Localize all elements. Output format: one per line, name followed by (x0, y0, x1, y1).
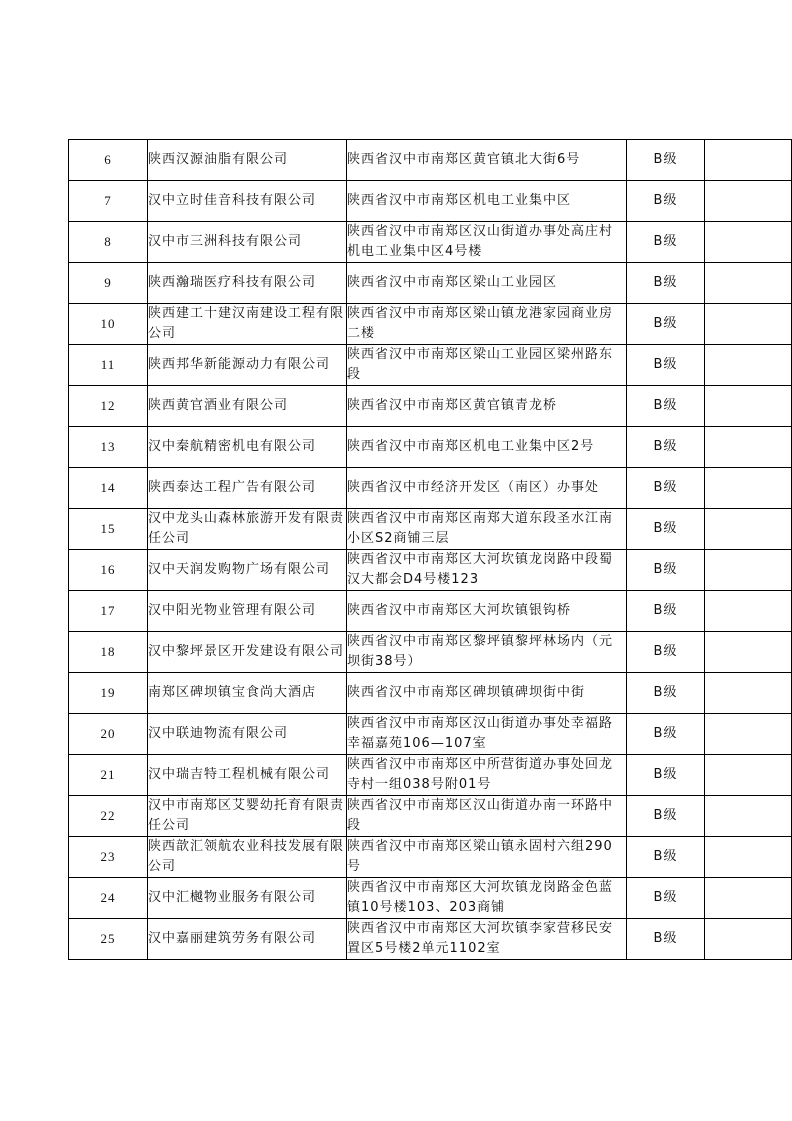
credit-grade: B级 (627, 181, 705, 222)
credit-grade: B级 (627, 509, 705, 550)
credit-grade: B级 (627, 263, 705, 304)
row-number: 10 (69, 304, 148, 345)
company-address: 陕西省汉中市经济开发区（南区）办事处 (347, 468, 627, 509)
remark-cell (705, 222, 792, 263)
company-address: 陕西省汉中市南郑区汉山街道办南一环路中段 (347, 796, 627, 837)
row-number: 14 (69, 468, 148, 509)
company-address: 陕西省汉中市南郑区梁山镇永固村六组290号 (347, 837, 627, 878)
credit-grade: B级 (627, 386, 705, 427)
company-address: 陕西省汉中市南郑区大河坎镇银钩桥 (347, 591, 627, 632)
company-address: 陕西省汉中市南郑区梁山镇龙港家园商业房二楼 (347, 304, 627, 345)
credit-grade: B级 (627, 140, 705, 181)
company-address: 陕西省汉中市南郑区大河坎镇李家营移民安置区5号楼2单元1102室 (347, 919, 627, 960)
remark-cell (705, 304, 792, 345)
row-number: 23 (69, 837, 148, 878)
company-name: 汉中市南郑区艾婴幼托育有限责任公司 (148, 796, 347, 837)
table-row (69, 140, 792, 181)
company-name: 汉中联迪物流有限公司 (148, 714, 347, 755)
row-number: 16 (69, 550, 148, 591)
table-row (69, 222, 792, 263)
company-address: 陕西省汉中市南郑区碑坝镇碑坝街中街 (347, 673, 627, 714)
table-row (69, 673, 792, 714)
company-address: 陕西省汉中市南郑区南郑大道东段圣水江南小区S2商铺三层 (347, 509, 627, 550)
remark-cell (705, 263, 792, 304)
company-name: 汉中龙头山森林旅游开发有限责任公司 (148, 509, 347, 550)
credit-grade: B级 (627, 591, 705, 632)
company-name: 汉中立时佳音科技有限公司 (148, 181, 347, 222)
row-number: 13 (69, 427, 148, 468)
company-name: 南郑区碑坝镇宝食尚大酒店 (148, 673, 347, 714)
row-number: 24 (69, 878, 148, 919)
credit-grade: B级 (627, 919, 705, 960)
company-address: 陕西省汉中市南郑区大河坎镇龙岗路中段蜀汉大都会D4号楼123 (347, 550, 627, 591)
company-name: 汉中汇樾物业服务有限公司 (148, 878, 347, 919)
table-row (69, 304, 792, 345)
row-number: 12 (69, 386, 148, 427)
company-address: 陕西省汉中市南郑区中所营街道办事处回龙寺村一组038号附01号 (347, 755, 627, 796)
company-name: 陕西汉源油脂有限公司 (148, 140, 347, 181)
company-address: 陕西省汉中市南郑区梁山工业园区 (347, 263, 627, 304)
table-row (69, 550, 792, 591)
row-number: 19 (69, 673, 148, 714)
company-name: 汉中黎坪景区开发建设有限公司 (148, 632, 347, 673)
table-row (69, 345, 792, 386)
table-body (69, 140, 792, 960)
company-name: 汉中天润发购物广场有限公司 (148, 550, 347, 591)
company-address: 陕西省汉中市南郑区机电工业集中区 (347, 181, 627, 222)
remark-cell (705, 673, 792, 714)
company-name: 汉中嘉丽建筑劳务有限公司 (148, 919, 347, 960)
remark-cell (705, 140, 792, 181)
remark-cell (705, 468, 792, 509)
remark-cell (705, 632, 792, 673)
remark-cell (705, 550, 792, 591)
credit-grade: B级 (627, 755, 705, 796)
table-row (69, 509, 792, 550)
company-address: 陕西省汉中市南郑区汉山街道办事处幸福路幸福嘉苑106—107室 (347, 714, 627, 755)
table-row (69, 755, 792, 796)
row-number: 21 (69, 755, 148, 796)
credit-grade: B级 (627, 878, 705, 919)
table-row (69, 591, 792, 632)
company-rating-table (68, 139, 792, 960)
credit-grade: B级 (627, 673, 705, 714)
company-name: 陕西歆汇领航农业科技发展有限公司 (148, 837, 347, 878)
remark-cell (705, 181, 792, 222)
company-name: 陕西瀚瑞医疗科技有限公司 (148, 263, 347, 304)
credit-grade: B级 (627, 427, 705, 468)
company-name: 汉中秦航精密机电有限公司 (148, 427, 347, 468)
table-row (69, 837, 792, 878)
company-address: 陕西省汉中市南郑区机电工业集中区2号 (347, 427, 627, 468)
table-row (69, 263, 792, 304)
table-row (69, 878, 792, 919)
remark-cell (705, 714, 792, 755)
credit-grade: B级 (627, 796, 705, 837)
company-address: 陕西省汉中市南郑区黄官镇青龙桥 (347, 386, 627, 427)
row-number: 25 (69, 919, 148, 960)
table-row (69, 386, 792, 427)
row-number: 6 (69, 140, 148, 181)
company-name: 汉中瑞吉特工程机械有限公司 (148, 755, 347, 796)
table-row (69, 796, 792, 837)
table-row (69, 714, 792, 755)
remark-cell (705, 919, 792, 960)
row-number: 15 (69, 509, 148, 550)
table-row (69, 468, 792, 509)
credit-grade: B级 (627, 304, 705, 345)
credit-grade: B级 (627, 345, 705, 386)
table-row (69, 427, 792, 468)
company-address: 陕西省汉中市南郑区黄官镇北大街6号 (347, 140, 627, 181)
remark-cell (705, 796, 792, 837)
remark-cell (705, 755, 792, 796)
credit-grade: B级 (627, 632, 705, 673)
company-name: 陕西黄官酒业有限公司 (148, 386, 347, 427)
company-address: 陕西省汉中市南郑区汉山街道办事处高庄村机电工业集中区4号楼 (347, 222, 627, 263)
remark-cell (705, 345, 792, 386)
company-address: 陕西省汉中市南郑区黎坪镇黎坪林场内（元坝街38号） (347, 632, 627, 673)
company-address: 陕西省汉中市南郑区梁山工业园区梁州路东段 (347, 345, 627, 386)
remark-cell (705, 878, 792, 919)
company-address: 陕西省汉中市南郑区大河坎镇龙岗路金色蓝镇10号楼103、203商铺 (347, 878, 627, 919)
remark-cell (705, 427, 792, 468)
remark-cell (705, 386, 792, 427)
credit-grade: B级 (627, 550, 705, 591)
company-name: 陕西邦华新能源动力有限公司 (148, 345, 347, 386)
row-number: 18 (69, 632, 148, 673)
company-name: 汉中市三洲科技有限公司 (148, 222, 347, 263)
credit-grade: B级 (627, 714, 705, 755)
remark-cell (705, 591, 792, 632)
row-number: 9 (69, 263, 148, 304)
table-row (69, 919, 792, 960)
remark-cell (705, 837, 792, 878)
table-row (69, 181, 792, 222)
row-number: 7 (69, 181, 148, 222)
company-name: 陕西泰达工程广告有限公司 (148, 468, 347, 509)
row-number: 22 (69, 796, 148, 837)
row-number: 11 (69, 345, 148, 386)
credit-grade: B级 (627, 468, 705, 509)
company-name: 陕西建工十建汉南建设工程有限公司 (148, 304, 347, 345)
table-row (69, 632, 792, 673)
company-name: 汉中阳光物业管理有限公司 (148, 591, 347, 632)
credit-grade: B级 (627, 837, 705, 878)
row-number: 8 (69, 222, 148, 263)
row-number: 20 (69, 714, 148, 755)
row-number: 17 (69, 591, 148, 632)
credit-grade: B级 (627, 222, 705, 263)
remark-cell (705, 509, 792, 550)
